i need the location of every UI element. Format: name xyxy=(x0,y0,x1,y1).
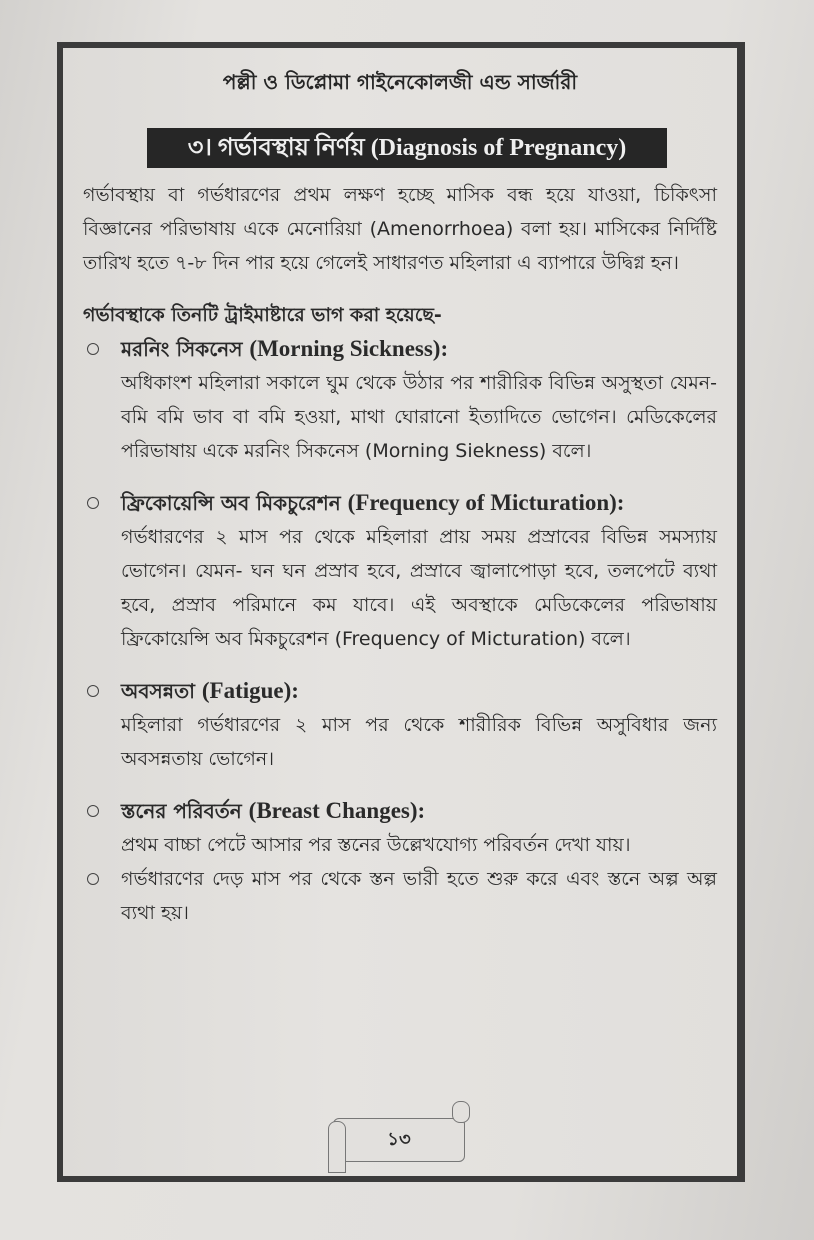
list-item-frequency-of-micturation xyxy=(83,486,717,656)
chapter-title: ৩। গর্ভাবস্থায় নির্ণয় (Diagnosis of Pregnancy) xyxy=(147,128,667,168)
list-item-fatigue xyxy=(83,674,717,776)
list-item-breast-changes xyxy=(83,794,717,862)
circle-bullet-icon xyxy=(87,343,99,355)
item-body: প্রথম বাচ্চা পেটে আসার পর স্তনের উল্লেখযোগ্য পরিবর্তন দেখা যায়। xyxy=(121,834,631,856)
list-item-morning-sickness xyxy=(83,332,717,468)
item-title xyxy=(121,486,717,520)
list-item-breast-heaviness xyxy=(83,862,717,930)
scroll-curl-right-icon xyxy=(452,1101,470,1123)
item-title-en: (Fatigue): xyxy=(201,678,299,703)
item-title-en: (Morning Sickness): xyxy=(249,336,449,361)
circle-bullet-icon xyxy=(87,497,99,509)
item-title xyxy=(121,332,717,366)
section-heading: গর্ভাবস্থাকে তিনটি ট্রাইমাষ্টারে ভাগ করা হয়েছে- xyxy=(83,304,442,326)
circle-bullet-icon xyxy=(87,685,99,697)
circle-bullet-icon xyxy=(87,805,99,817)
item-title-bn: স্তনের পরিবর্তন xyxy=(121,799,242,823)
scroll-curl-left-icon xyxy=(328,1121,346,1173)
running-head: পল্লী ও ডিপ্লোমা গাইনেকোলজী এন্ড সার্জারী xyxy=(222,70,578,94)
item-title-en: (Breast Changes): xyxy=(248,798,426,823)
item-title-bn: মরনিং সিকনেস xyxy=(121,337,243,361)
item-body: অধিকাংশ মহিলারা সকালে ঘুম থেকে উঠার পর শারীরিক বিভিন্ন অসুস্থতা যেমন- বমি বমি ভাব বা বমি হওয়া, মাথা ঘোরানো ইত্যাদিতে ভোগেন। মেডিকেলের পরিভাষায় একে মরনিং সিকনেস (Morning Siekness) বলে। xyxy=(121,372,717,462)
item-body: মহিলারা গর্ভধারণের ২ মাস পর থেকে শারীরিক বিভিন্ন অসুবিধার জন্য অবসন্নতায় ভোগেন। xyxy=(121,714,717,770)
item-body: গর্ভধারণের ২ মাস পর থেকে মহিলারা প্রায় সময় প্রস্রাবের বিভিন্ন সমস্যায় ভোগেন। যেমন- ঘন ঘন প্রস্রাব হবে, প্রস্রাবে জ্বালাপোড়া হবে, তলপেটে ব্যথা হবে, প্রস্রাব পরিমানে কম যাবে। এই অবস্থাকে মেডিকেলের পরিভাষায় ফ্রিকোয়েন্সি অব মিকচুরেশন (Frequency of Micturation) বলে। xyxy=(121,526,717,650)
page-number: ১৩ xyxy=(387,1129,411,1150)
page-number-scroll xyxy=(333,1118,465,1162)
page-frame xyxy=(57,42,745,1182)
item-body: গর্ভধারণের দেড় মাস পর থেকে স্তন ভারী হতে শুরু করে এবং স্তনে অল্প অল্প ব্যথা হয়। xyxy=(121,868,717,924)
item-title-bn: ফ্রিকোয়েন্সি অব মিকচুরেশন xyxy=(121,491,341,515)
intro-paragraph: গর্ভাবস্থায় বা গর্ভধারণের প্রথম লক্ষণ হচ্ছে মাসিক বন্ধ হয়ে যাওয়া, চিকিৎসা বিজ্ঞানের পরিভাষায় একে মেনোরিয়া (Amenorrhoea) বলা হয়। মাসিকের নির্দিষ্টি তারিখ হতে ৭-৮ দিন পার হয়ে গেলেই সাধারণত মহিলারা এ ব্যাপারে উদ্বিগ্ন হন। xyxy=(83,184,717,274)
item-title xyxy=(121,794,717,828)
item-title-bn: অবসন্নতা xyxy=(121,679,195,703)
item-title-en: (Frequency of Micturation): xyxy=(347,490,625,515)
item-title xyxy=(121,674,717,708)
page-content xyxy=(83,178,717,948)
circle-bullet-icon xyxy=(87,873,99,885)
